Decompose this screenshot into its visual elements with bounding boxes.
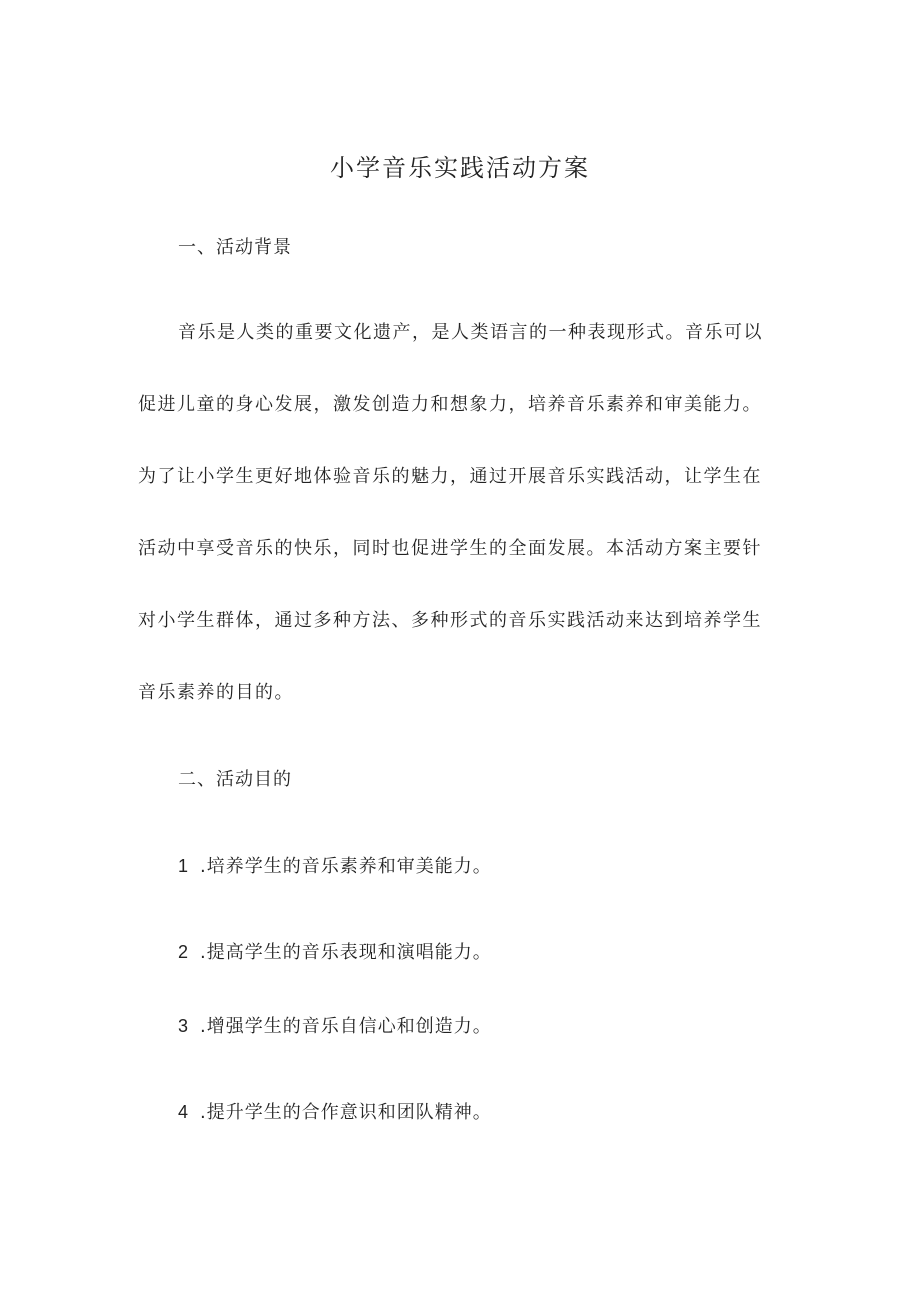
list-item xyxy=(178,1098,492,1127)
paragraph-line: 音乐素养的目的。 xyxy=(138,682,294,703)
list-item-number: 4 xyxy=(178,1102,190,1122)
list-item xyxy=(178,1012,492,1041)
list-item-number: 3 xyxy=(178,1016,190,1036)
section-heading-purpose: 二、活动目的 xyxy=(178,769,292,790)
section-heading-background: 一、活动背景 xyxy=(178,237,292,258)
list-item xyxy=(178,938,492,967)
list-item-text: .提升学生的合作意识和团队精神。 xyxy=(200,1102,492,1123)
paragraph-line: 音乐是人类的重要文化遗产，是人类语言的一种表现形式。音乐可以 xyxy=(178,322,763,343)
list-item-number: 2 xyxy=(178,942,190,962)
paragraph-line: 为了让小学生更好地体验音乐的魅力，通过开展音乐实践活动，让学生在 xyxy=(138,466,762,487)
list-item-text: .提高学生的音乐表现和演唱能力。 xyxy=(200,942,492,963)
document-title: 小学音乐实践活动方案 xyxy=(330,154,590,182)
list-item-number: 1 xyxy=(178,856,190,876)
paragraph-line: 活动中享受音乐的快乐，同时也促进学生的全面发展。本活动方案主要针 xyxy=(138,538,762,559)
list-item-text: .增强学生的音乐自信心和创造力。 xyxy=(200,1016,492,1037)
paragraph-line: 促进儿童的身心发展，激发创造力和想象力，培养音乐素养和审美能力。 xyxy=(138,394,762,415)
paragraph-line: 对小学生群体，通过多种方法、多种形式的音乐实践活动来达到培养学生 xyxy=(138,610,762,631)
list-item xyxy=(178,852,492,881)
list-item-text: .培养学生的音乐素养和审美能力。 xyxy=(200,856,492,877)
background-paragraph xyxy=(138,318,788,750)
